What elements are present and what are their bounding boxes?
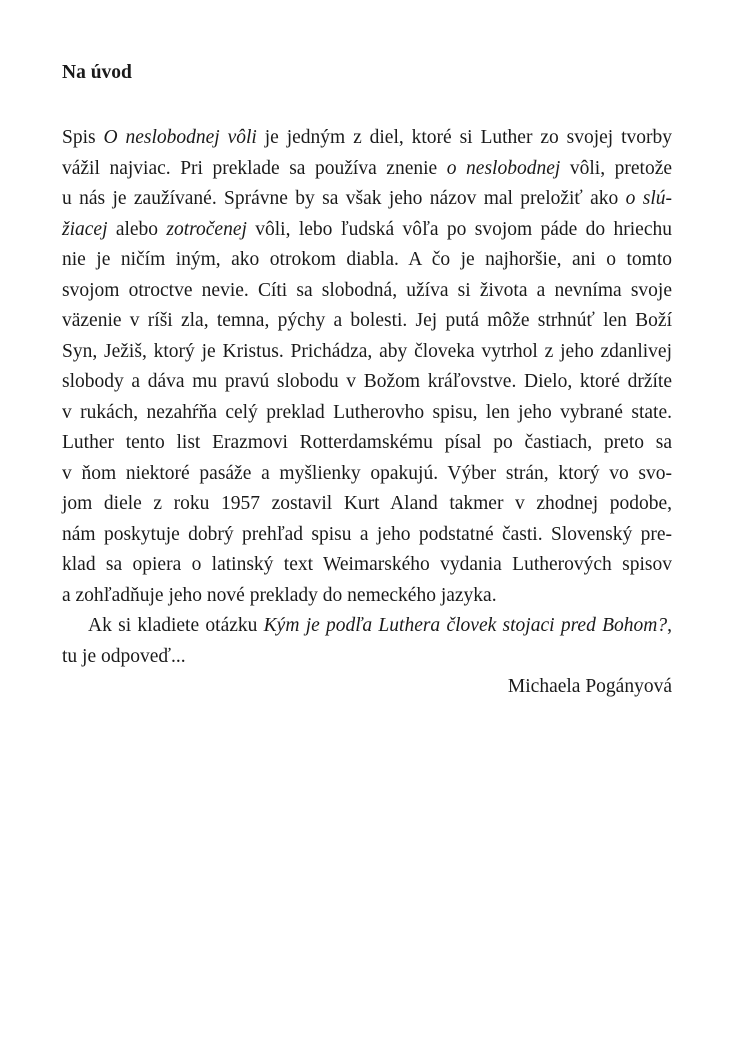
text-run: u nás je zaužívané. Správne by sa však jeho názov mal preložiť ako [62, 188, 626, 209]
text-line [62, 611, 672, 642]
text-run: tu je odpoveď... [62, 645, 186, 667]
italic-text: žiacej [62, 218, 108, 240]
text-line [62, 215, 672, 246]
text-line [62, 337, 672, 368]
text-run: a zohľadňuje jeho nové preklady do nemeckého jazyka. [62, 584, 497, 606]
italic-text: zotročenej [166, 218, 247, 240]
signature: Michaela Pogányová [507, 676, 672, 697]
text-run: vôli, lebo ľudská vôľa po svojom páde do hriechu [246, 218, 672, 240]
text-run: svojom otroctve nevie. Cíti sa slobodná, užíva si života a nevníma svoje [62, 279, 672, 301]
text-run: v ňom niektoré pasáže a myšlienky opakujú. Výber strán, ktorý vo svo- [62, 462, 672, 484]
text-line [62, 550, 672, 581]
text-line [62, 428, 672, 459]
text-run: väzenie v ríši zla, temna, pýchy a bolesti. Jej putá môže strhnúť len Boží [62, 310, 672, 331]
body-text [62, 123, 672, 703]
text-line [62, 276, 672, 307]
text-run: jom diele z roku 1957 zostavil Kurt Aland takmer v zhodnej podobe, [62, 493, 672, 514]
italic-text: o neslobodnej [446, 157, 561, 179]
text-line [62, 520, 672, 551]
text-run: klad sa opiera o latinský text Weimarského vydania Lutherových spisov [62, 554, 672, 575]
text-line [62, 154, 672, 185]
text-line [62, 306, 672, 337]
text-line [62, 367, 672, 398]
italic-text: O neslobodnej vôli [103, 127, 257, 148]
italic-text: Kým je podľa Luthera človek stojaci pred Bohom? [263, 615, 668, 636]
text-run: Spis [62, 127, 104, 148]
text-line [62, 642, 672, 673]
text-line [62, 581, 672, 612]
paragraph-2 [62, 611, 672, 672]
section-heading: Na úvod [62, 62, 132, 83]
text-run: vážil najviac. Pri preklade sa používa znenie [62, 157, 447, 179]
text-run: je jedným z diel, ktoré si Luther zo svojej tvorby [256, 127, 673, 148]
italic-text: o slú- [625, 188, 672, 209]
text-line [62, 245, 672, 276]
text-run: v rukách, nezahŕňa celý preklad Lutherovho spisu, len jeho vybrané state. [62, 401, 672, 423]
text-line [62, 489, 672, 520]
text-line [62, 123, 672, 154]
text-run: vôli, pretože [560, 157, 673, 179]
text-run: slobody a dáva mu pravú slobodu v Božom kráľovstve. Dielo, ktoré držíte [62, 371, 672, 392]
text-line [62, 184, 672, 215]
text-line [62, 398, 672, 429]
paragraph-1 [62, 123, 672, 611]
text-line [62, 459, 672, 490]
text-run: nie je ničím iným, ako otrokom diabla. A čo je najhoršie, ani o tomto [62, 249, 672, 270]
text-run: alebo [107, 218, 167, 240]
text-run: Ak si kladiete otázku [88, 615, 264, 636]
text-run: , [667, 615, 672, 636]
text-run: Luther tento list Erazmovi Rotterdamskému písal po častiach, preto sa [62, 432, 672, 453]
text-run: nám poskytuje dobrý prehľad spisu a jeho podstatné časti. Slovenský pre- [62, 523, 672, 545]
text-run: Syn, Ježiš, ktorý je Kristus. Prichádza, aby človeka vytrhol z jeho zdanlivej [62, 340, 672, 362]
